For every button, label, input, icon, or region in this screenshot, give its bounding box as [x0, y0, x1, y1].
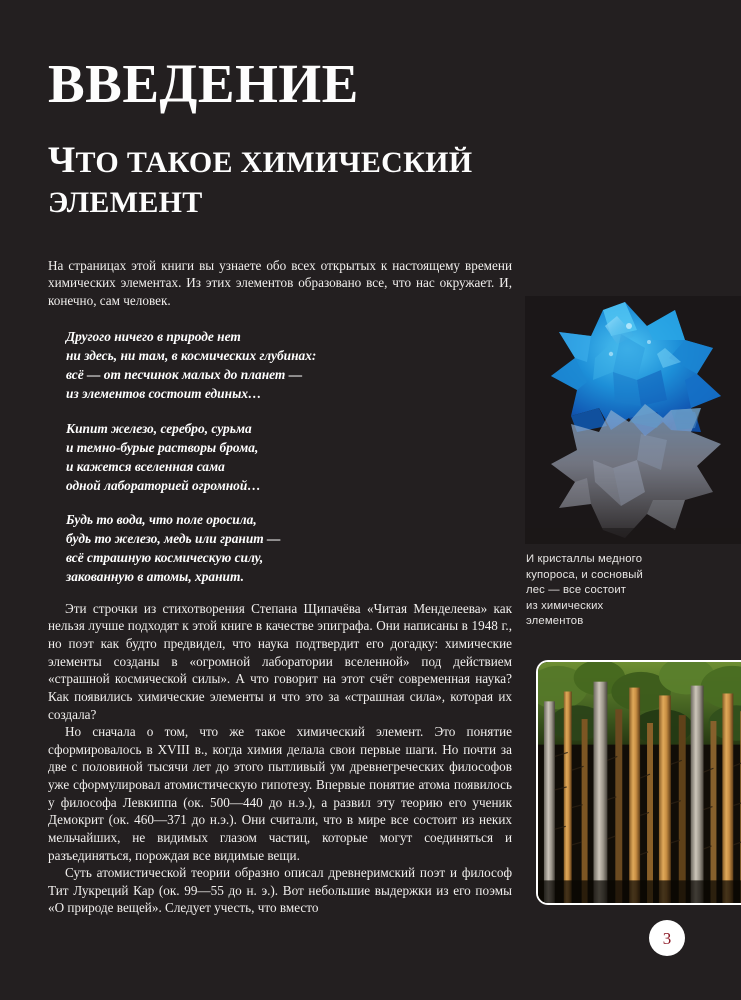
subtitle-line-1: [48, 137, 512, 184]
subtitle-line-1-rest: ТО ТАКОЕ ХИМИЧЕСКИЙ: [75, 146, 473, 179]
pine-forest-photo: [536, 660, 741, 905]
caption-line: И кристаллы медного: [526, 553, 643, 565]
body-paragraph: Но сначала о том, что же такое химический элемент. Это понятие сформировалось в XVIII в., когда химия делала свои первые шаги. Но почти за две с половиной тысячи лет до этого пытливый ум древнегреческих философов уже сформулировал атомистическую гипотезу. Впервые понятие атома появилось у философа Левкиппа (ок. 500—440 до н.э.), а развил эту теорию его ученик Демокрит (ок. 460—371 до н.э.). Они считали, что в мире все состоит из неких мельчайших, не видимых глазом частиц, которые могут соединяться и разъединяться, порождая все видимые вещи.: [48, 724, 512, 863]
caption-line: купороса, и сосновый: [526, 568, 644, 581]
poem-line: Будь то вода, что поле оросила,: [66, 511, 257, 527]
page-title: ВВЕДЕНИЕ: [48, 53, 359, 114]
poem-stanza-3: [66, 510, 512, 586]
crystal-illustration: [525, 296, 741, 544]
poem-stanza-1: [66, 327, 512, 403]
caption-line: элементов: [526, 615, 584, 628]
poem-stanza-2: [66, 419, 512, 495]
body-paragraph: Суть атомистической теории образно описал древнеримский поэт и философ Тит Лукреций Кар (ок. 99—55 до н. э.). Вот небольшие выдержки из его поэмы «О природе вещей». Следует учесть, что вместо: [48, 865, 512, 916]
caption-line: из химических: [526, 599, 604, 612]
body-paragraph: Эти строчки из стихотворения Степана Щипачёва «Читая Менделеева» как нельзя лучше подходят к этой книге в качестве эпиграфа. Они написаны в 1948 г., но поэт как будто предвидел, что наука подтвердит его догадку: химические элементы созданы в «огромной лаборатории вселенной» под действием «страшной космической силы». А что говорит на этот счёт современная наука? Как появились химические элементы и что это за «страшная сила», которая их создала?: [48, 600, 512, 722]
subtitle-line-2: ЭЛЕМЕНТ: [48, 186, 203, 220]
poem-line: одной лабораторией огромной…: [66, 477, 261, 493]
caption-line: лес — все состоит: [526, 584, 627, 597]
section-subtitle: [48, 137, 512, 223]
page-number: 3: [649, 920, 685, 956]
poem-line: из элементов состоит единых…: [66, 386, 262, 402]
text-column: [48, 53, 512, 917]
intro-paragraph: На страницах этой книги вы узнаете обо всех открытых к настоящему времени химических элементах. Из этих элементов образовано все, что нас окружает. И, конечно, сам человек.: [48, 257, 512, 308]
body-text: [48, 600, 512, 917]
poem-line: будь то железо, медь или гранит —: [66, 530, 281, 546]
poem-line: Другого ничего в природе нет: [66, 329, 241, 345]
poem-line: и кажется вселенная сама: [66, 458, 225, 474]
poem-line: закованную в атомы, хранит.: [66, 568, 244, 584]
poem-line: ни здесь, ни там, в космических глубинах:: [66, 348, 317, 364]
epigraph-poem: [48, 327, 512, 585]
poem-line: и темно-бурые растворы брома,: [66, 439, 259, 455]
copper-sulfate-crystal-photo: [525, 296, 741, 544]
figure-caption: [526, 552, 716, 630]
poem-line: всё — от песчинок малых до планет —: [66, 367, 303, 383]
poem-line: всё страшную космическую силу,: [66, 549, 264, 565]
forest-illustration: [538, 662, 741, 903]
subtitle-drop-cap: Ч: [48, 140, 76, 181]
figure-column: [525, 0, 741, 1000]
poem-line: Кипит железо, серебро, сурьма: [66, 420, 252, 436]
